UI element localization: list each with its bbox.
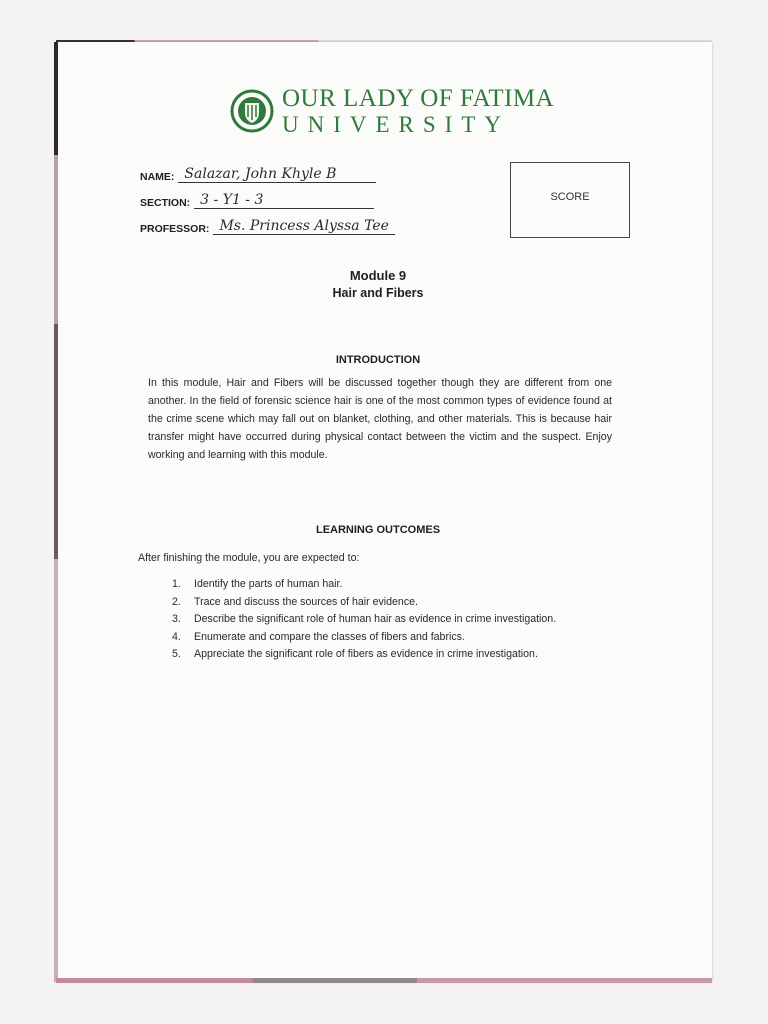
professor-label: PROFESSOR: [140, 223, 210, 235]
list-item [172, 594, 556, 612]
list-item [172, 576, 556, 594]
list-item [172, 611, 556, 629]
name-field [140, 166, 376, 183]
learning-outcomes-lead: After finishing the module, you are expected to: [138, 552, 360, 564]
university-name-line1: OUR LADY OF FATIMA [282, 85, 555, 112]
name-label: NAME: [140, 171, 175, 183]
section-field [140, 192, 374, 209]
module-number: Module 9 [349, 268, 407, 283]
paper-bottom-edge [56, 978, 712, 983]
score-box [510, 162, 630, 238]
list-item-text: Describe the significant role of human hair as evidence in crime investigation. [194, 613, 557, 625]
list-item-text: Identify the parts of human hair. [194, 578, 343, 590]
list-item-text: Enumerate and compare the classes of fibers and fabrics. [194, 630, 465, 643]
score-label: SCORE [550, 191, 590, 203]
university-seal-icon [230, 89, 274, 133]
list-item-text: Trace and discuss the sources of hair evidence. [194, 595, 418, 608]
section-label: SECTION: [140, 197, 191, 209]
list-item-text: Appreciate the significant role of fibers as evidence in crime investigation. [194, 648, 538, 660]
module-title: Hair and Fibers [332, 286, 424, 300]
introduction-text: In this module, Hair and Fibers will be discussed together though they are different from one another. In the field of forensic science hair is one of the most common types of evidence found at the crime scene which may fall out on blanket, clothing, and other materials. This is because hair transfer might have occurred during physical contact between the victim and the suspect. Enjoy working and learning with this module. [148, 377, 612, 461]
paper-left-edge [54, 42, 58, 982]
list-item-number: 3. [172, 613, 181, 625]
section-value: 3 - Y1 - 3 [194, 192, 374, 209]
university-logo [230, 86, 554, 136]
list-item-number: 1. [172, 578, 181, 590]
university-name-line2: UNIVERSITY [282, 112, 510, 137]
learning-outcomes-heading: LEARNING OUTCOMES [315, 524, 441, 536]
list-item [172, 629, 556, 647]
introduction-heading: INTRODUCTION [335, 354, 421, 366]
list-item-number: 4. [172, 630, 181, 643]
list-item-number: 2. [172, 595, 181, 608]
name-value: Salazar, John Khyle B [178, 166, 376, 183]
professor-value: Ms. Princess Alyssa Tee [213, 218, 395, 235]
list-item-number: 5. [172, 648, 181, 660]
professor-field [140, 218, 395, 235]
learning-outcomes-list [172, 576, 556, 664]
list-item [172, 646, 556, 664]
